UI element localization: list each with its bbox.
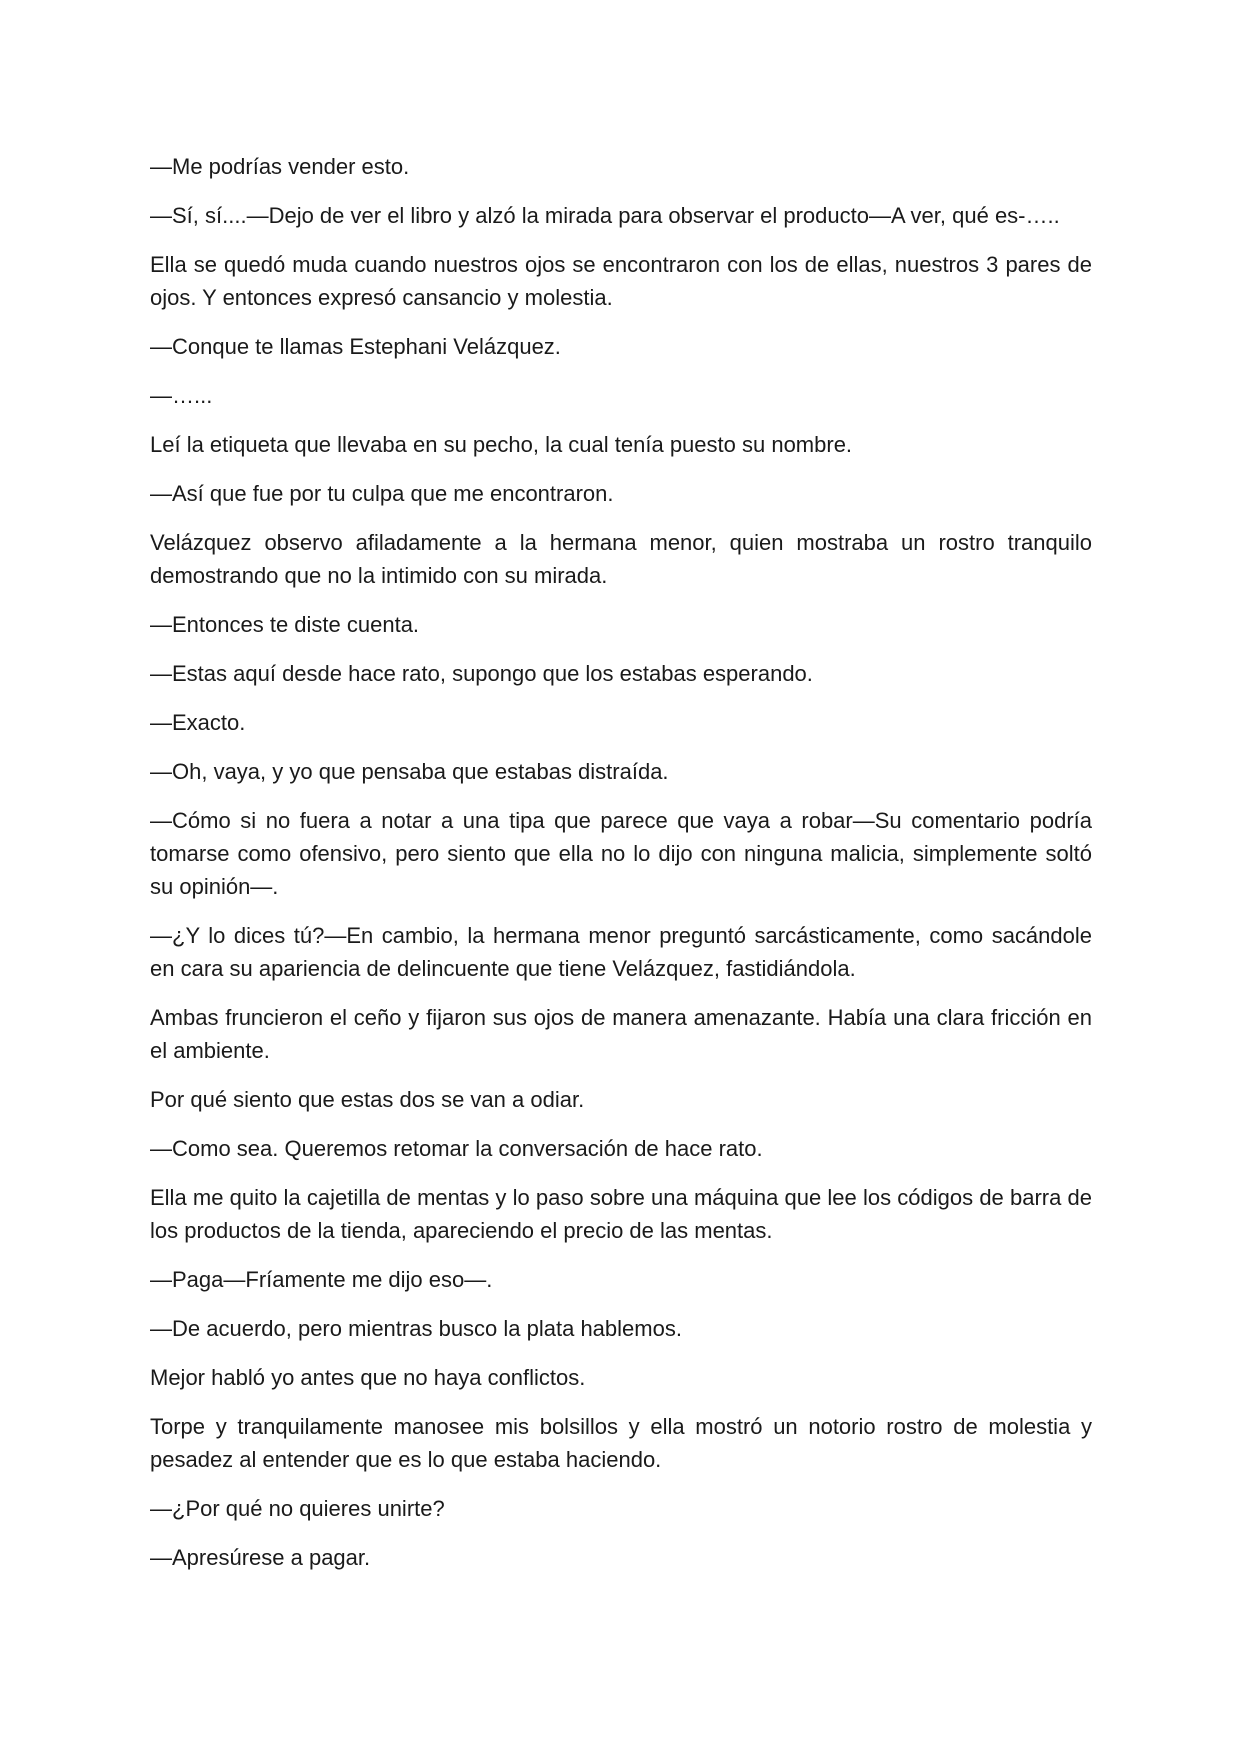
paragraph: —Me podrías vender esto. [150,154,410,179]
document-body [150,150,1092,1590]
paragraph: —Oh, vaya, y yo que pensaba que estabas distraída. [150,759,669,784]
paragraph: —Cómo si no fuera a notar a una tipa que parece que vaya a robar—Su comentario podría tomarse como ofensivo, pero siento que ella no lo dijo con ninguna malicia, simplemente soltó su opinión—. [150,808,1092,899]
paragraph: Velázquez observo afiladamente a la hermana menor, quien mostraba un rostro tranquilo demostrando que no la intimido con su mirada. [150,530,1092,588]
paragraph: Por qué siento que estas dos se van a odiar. [150,1087,585,1112]
paragraph: —Paga—Fríamente me dijo eso—. [150,1267,493,1292]
paragraph: —De acuerdo, pero mientras busco la plata hablemos. [150,1316,682,1341]
paragraph: Ella se quedó muda cuando nuestros ojos se encontraron con los de ellas, nuestros 3 pares de ojos. Y entonces expresó cansancio y molestia. [150,252,1092,310]
paragraph: Mejor habló yo antes que no haya conflictos. [150,1365,586,1390]
paragraph: —Estas aquí desde hace rato, supongo que los estabas esperando. [150,661,813,686]
paragraph: Ella me quito la cajetilla de mentas y lo paso sobre una máquina que lee los códigos de barra de los productos de la tienda, apareciendo el precio de las mentas. [150,1185,1092,1243]
paragraph: Leí la etiqueta que llevaba en su pecho, la cual tenía puesto su nombre. [150,432,853,457]
paragraph: —Sí, sí....—Dejo de ver el libro y alzó la mirada para observar el producto—A ver, qué es-….. [150,203,1060,228]
paragraph: —¿Y lo dices tú?—En cambio, la hermana menor preguntó sarcásticamente, como sacándole en cara su apariencia de delincuente que tiene Velázquez, fastidiándola. [150,923,1092,981]
paragraph: —Apresúrese a pagar. [150,1545,371,1570]
paragraph: Torpe y tranquilamente manosee mis bolsillos y ella mostró un notorio rostro de molestia y pesadez al entender que es lo que estaba haciendo. [150,1414,1092,1472]
paragraph: Ambas fruncieron el ceño y fijaron sus ojos de manera amenazante. Había una clara fricción en el ambiente. [150,1005,1092,1063]
paragraph: —¿Por qué no quieres unirte? [150,1496,445,1521]
paragraph: —Así que fue por tu culpa que me encontraron. [150,481,614,506]
paragraph: —Exacto. [150,710,246,735]
paragraph: —Entonces te diste cuenta. [150,612,420,637]
paragraph: —Conque te llamas Estephani Velázquez. [150,334,561,359]
paragraph: —Como sea. Queremos retomar la conversación de hace rato. [150,1136,763,1161]
paragraph: —…... [150,383,213,408]
